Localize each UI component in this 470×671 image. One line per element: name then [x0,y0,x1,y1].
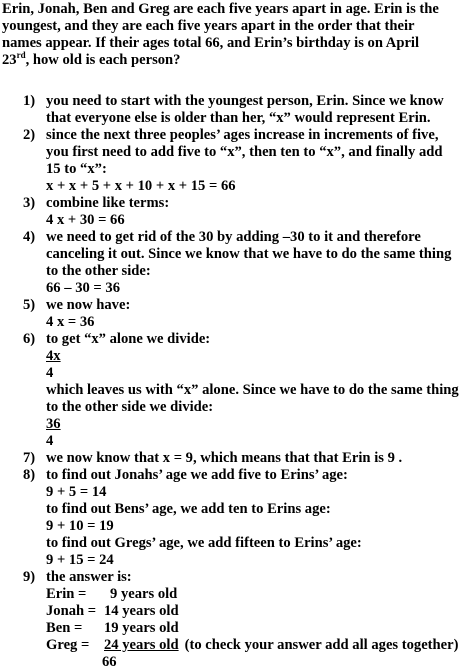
step-text: we now have: [46,297,131,313]
problem-line: youngest, and they are each five years apart in the order that their [2,18,415,34]
equation: x + x + 5 + x + 10 + x + 15 = 66 [46,178,236,194]
step-text: to get “x” alone we divide: [46,331,211,347]
answer-age: 9 years old [110,586,178,602]
fraction-denominator: 4 [46,433,54,449]
step-9 [0,569,470,671]
fraction-numerator: 4x [46,348,61,364]
step-3 [0,195,470,229]
answer-underlined [46,637,179,653]
equation: 9 + 5 = 14 [46,484,107,500]
answer-age: 19 years old [104,620,179,636]
problem-statement [2,1,468,69]
step-text: 15 to “x”: [46,161,107,177]
step-6 [0,331,470,450]
step-text: which leaves us with “x” alone. Since we have to do the same thing [46,382,459,398]
step-text: to the other side we divide: [46,399,214,415]
problem-line: Erin, Jonah, Ben and Greg are each five years apart in age. Erin is the [2,1,439,17]
step-text: that everyone else is older than her, “x” would represent Erin. [46,110,431,126]
check-note: (to check your answer add all ages together) [184,637,459,653]
answer-age: 24 years old [104,637,179,653]
fraction-denominator: 4 [46,365,54,381]
answer-name: Greg = [46,637,90,653]
step-text: to find out Bens’ age, we add ten to Erins age: [46,501,331,517]
fraction-numerator: 36 [46,416,61,432]
step-1 [0,93,470,127]
step-number: 4) [23,229,36,245]
problem-line: names appear. If their ages total 66, and Erin’s birthday is on April [2,35,420,51]
step-text: you need to start with the youngest person, Erin. Since we know [46,93,444,109]
question-text: , how old is each person? [25,52,181,68]
step-number: 3) [23,195,36,211]
equation: 9 + 10 = 19 [46,518,114,534]
step-number: 9) [23,569,36,585]
equation: 9 + 15 = 24 [46,552,114,568]
equation: 4 x = 36 [46,314,95,330]
step-text: combine like terms: [46,195,170,211]
step-text: since the next three peoples’ ages increase in increments of five, [46,127,439,143]
date-ordinal: rd [16,50,26,61]
step-text: you first need to add five to “x”, then ten to “x”, and finally add [46,144,443,160]
step-2 [0,127,470,195]
problem-line [2,52,468,69]
step-7 [0,450,470,467]
step-number: 6) [23,331,36,347]
answer-age: 14 years old [104,603,179,619]
step-8 [0,467,470,569]
date-day: 23 [2,52,17,68]
step-text: the answer is: [46,569,132,585]
equation: 66 – 30 = 36 [46,280,120,296]
answer-row [46,603,470,620]
step-text: to find out Jonahs’ age we add five to Erins’ age: [46,467,348,483]
step-number: 7) [23,450,36,466]
total-sum: 66 [102,654,117,670]
step-text: to the other side: [46,263,151,279]
step-text: to find out Gregs’ age, we add fifteen to Erins’ age: [46,535,362,551]
answer-name: Jonah = [46,603,97,619]
step-number: 1) [23,93,36,109]
step-number: 2) [23,127,36,143]
step-number: 8) [23,467,36,483]
answer-row [46,620,470,637]
step-text: we need to get rid of the 30 by adding –30 to it and therefore [46,229,421,245]
answer-name: Erin = [46,586,87,602]
answer-row [46,586,470,603]
answer-name: Ben = [46,620,83,636]
step-4 [0,229,470,297]
step-5 [0,297,470,331]
equation: 4 x + 30 = 66 [46,212,125,228]
step-number: 5) [23,297,36,313]
step-text: we now know that x = 9, which means that that Erin is 9 . [46,450,403,466]
step-text: canceling it out. Since we know that we have to do the same thing [46,246,452,262]
solution-steps [0,93,470,671]
answer-row [46,637,470,654]
